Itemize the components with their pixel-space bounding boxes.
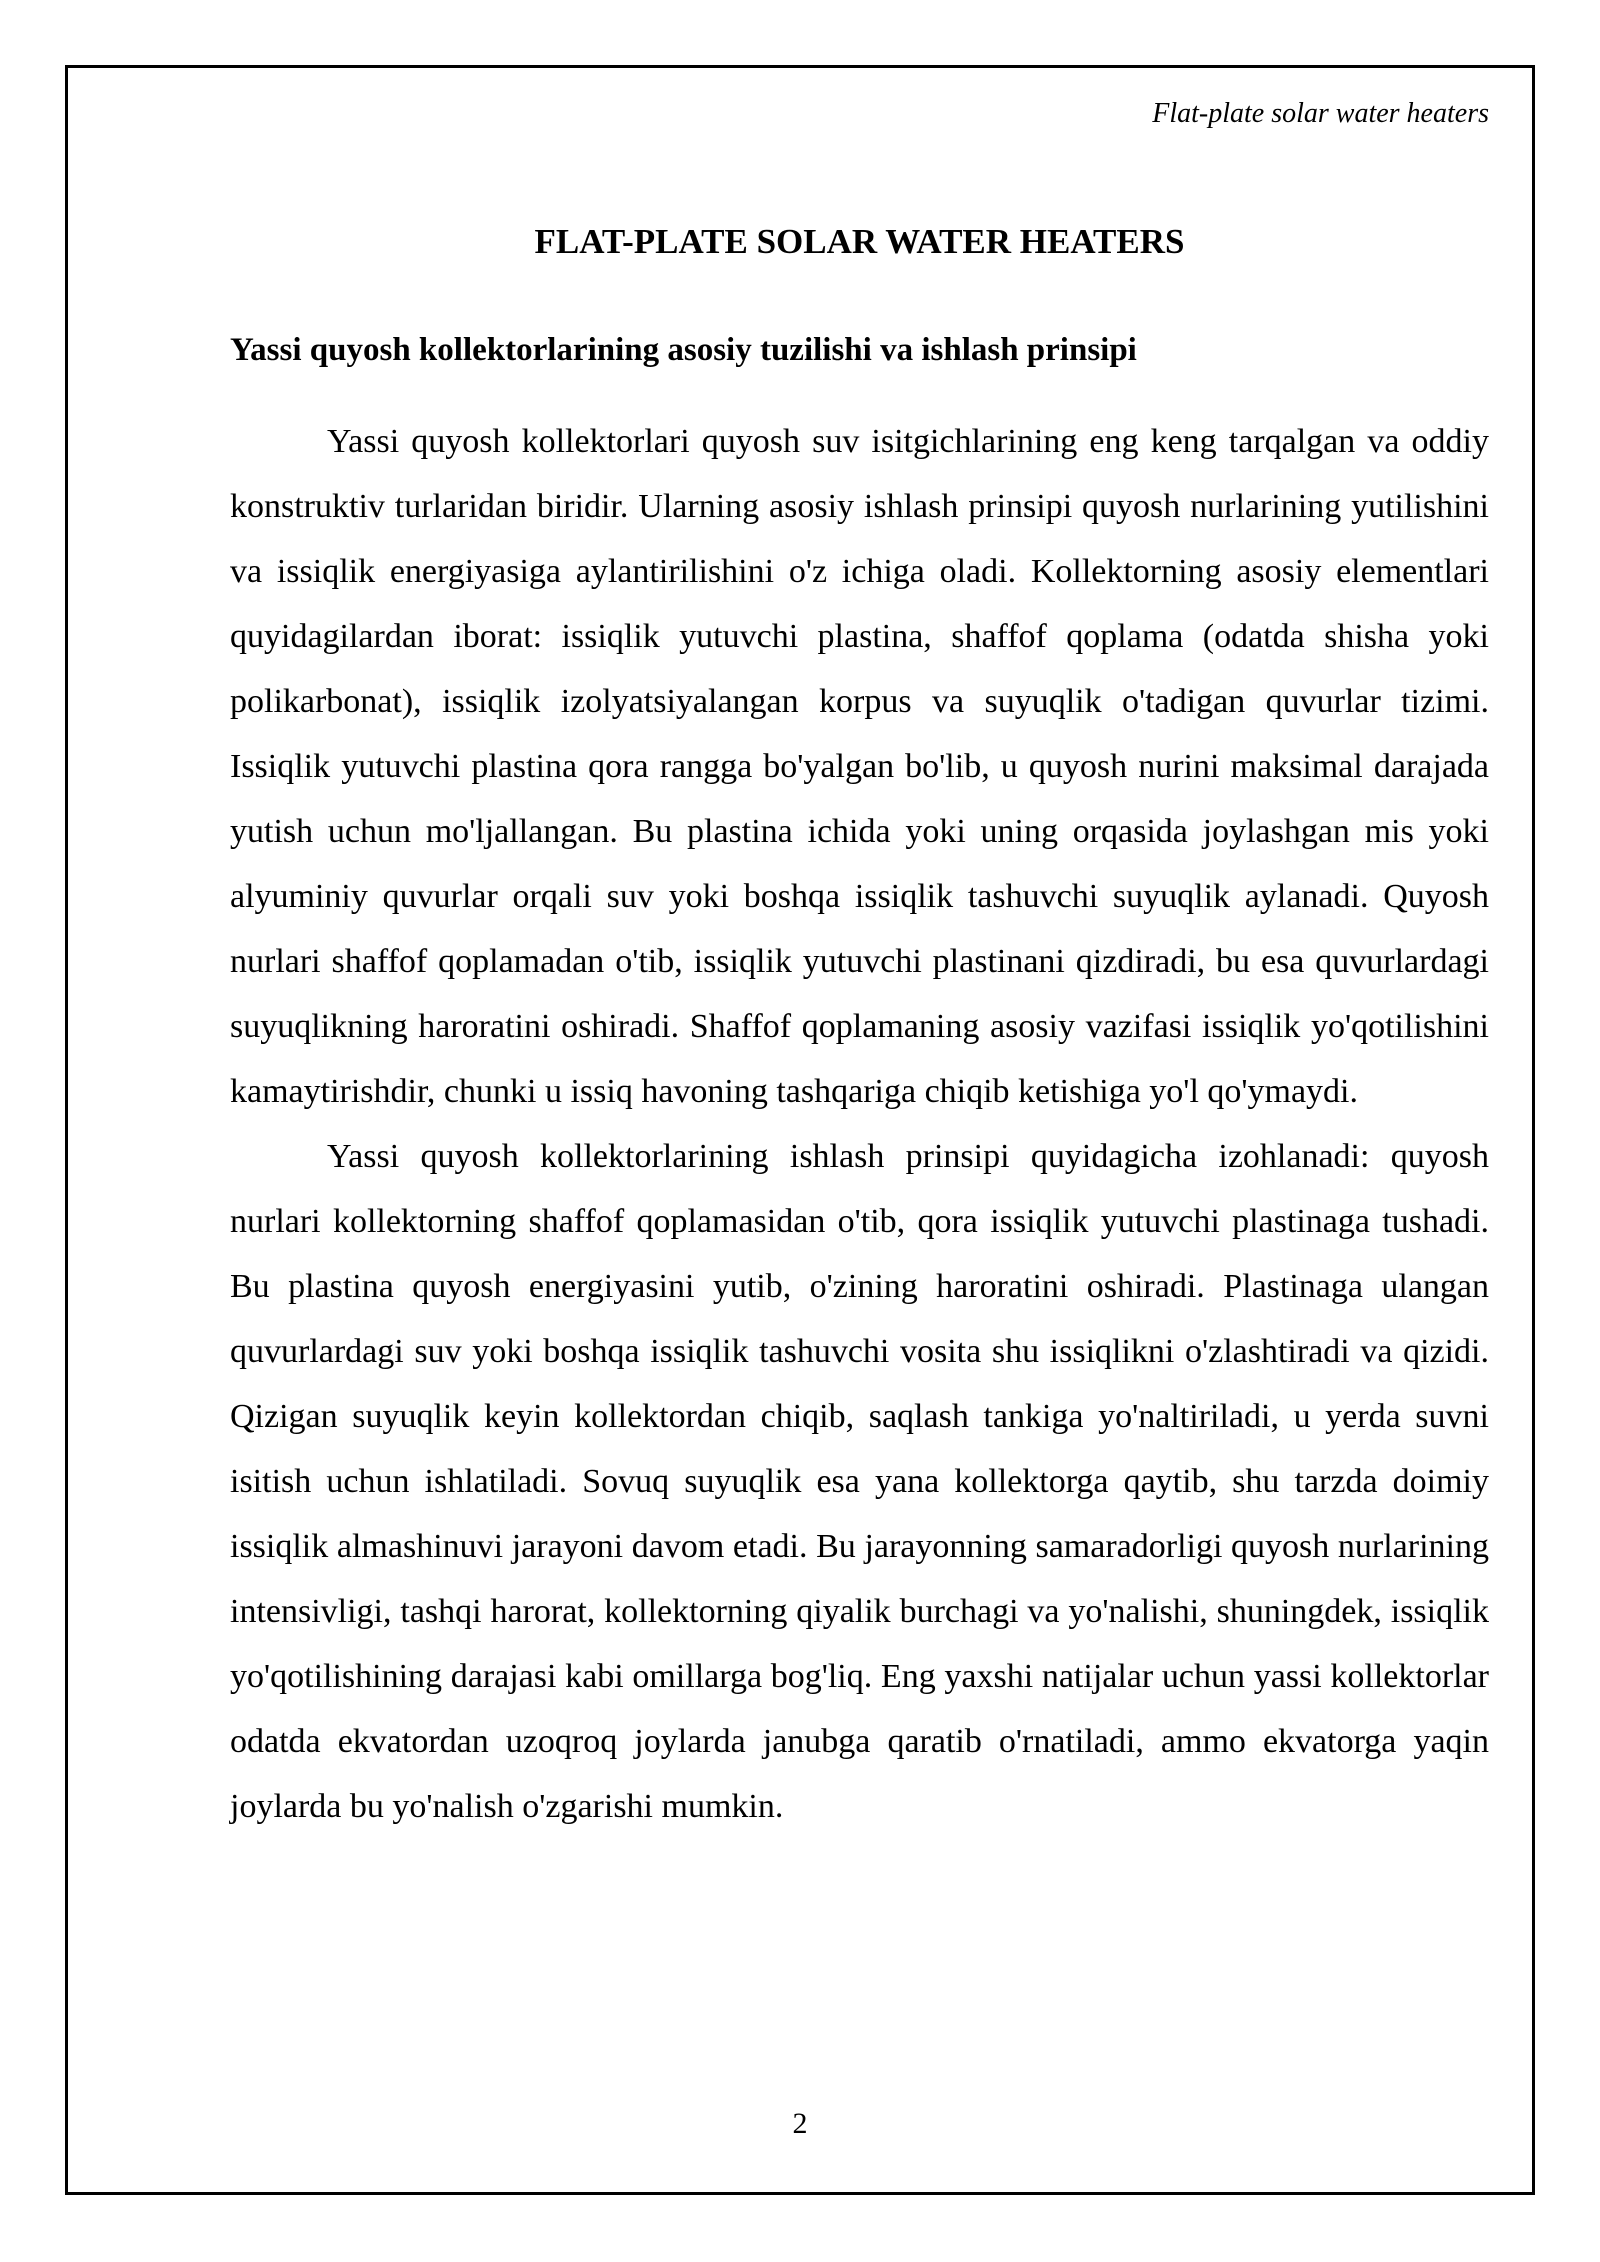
paragraph-2: Yassi quyosh kollektorlarining ishlash prinsipi quyidagicha izohlanadi: quyosh nurlari kollektorning shaffof qoplamasidan o'tib, qora issiqlik yutuvchi plastinaga tushadi. Bu plastina quyosh energiyasini yutib, o'zining haroratini oshiradi. Plastinaga ulangan quvurlardagi suv yoki boshqa issiqlik tashuvchi vosita shu issiqlikni o'zlashtiradi va qizidi. Qizigan suyuqlik keyin kollektordan chiqib, saqlash tankiga yo'naltiriladi, u yerda suvni isitish uchun ishlatiladi. Sovuq suyuqlik esa yana kollektorga qaytib, shu tarzda doimiy issiqlik almashinuvi jarayoni davom etadi. Bu jarayonning samaradorligi quyosh nurlarining intensivligi, tashqi harorat, kollektorning qiyalik burchagi va yo'nalishi, shuningdek, issiqlik yo'qotilishining darajasi kabi omillarga bog'liq. Eng yaxshi natijalar uchun yassi kollektorlar odatda ekvatordan uzoqroq joylarda janubga qaratib o'rnatiladi, ammo ekvatorga yaqin joylarda bu yo'nalish o'zgarishi mumkin.	[230, 1138, 1489, 1825]
paragraph-1: Yassi quyosh kollektorlari quyosh suv isitgichlarining eng keng tarqalgan va oddiy konstruktiv turlaridan biridir. Ularning asosiy ishlash prinsipi quyosh nurlarining yutilishini va issiqlik energiyasiga aylantirilishini o'z ichiga oladi. Kollektorning asosiy elementlari quyidagilardan iborat: issiqlik yutuvchi plastina, shaffof qoplama (odatda shisha yoki polikarbonat), issiqlik izolyatsiyalangan korpus va suyuqlik o'tadigan quvurlar tizimi. Issiqlik yutuvchi plastina qora rangga bo'yalgan bo'lib, u quyosh nurini maksimal darajada yutish uchun mo'ljallangan. Bu plastina ichida yoki uning orqasida joylashgan mis yoki alyuminiy quvurlar orqali suv yoki boshqa issiqlik tashuvchi suyuqlik aylanadi. Quyosh nurlari shaffof qoplamadan o'tib, issiqlik yutuvchi plastinani qizdiradi, bu esa quvurlardagi suyuqlikning haroratini oshiradi. Shaffof qoplamaning asosiy vazifasi issiqlik yo'qotilishini kamaytirishdir, chunki u issiq havoning tashqariga chiqib ketishiga yo'l qo'ymaydi.	[230, 423, 1489, 1110]
page-number: 2	[792, 2107, 808, 2140]
document-title: FLAT-PLATE SOLAR WATER HEATERS	[534, 222, 1185, 261]
section-heading: Yassi quyosh kollektorlarining asosiy tuzilishi va ishlash prinsipi	[230, 332, 1137, 368]
running-header: Flat-plate solar water heaters	[1152, 98, 1489, 129]
body-text	[230, 409, 1489, 1839]
